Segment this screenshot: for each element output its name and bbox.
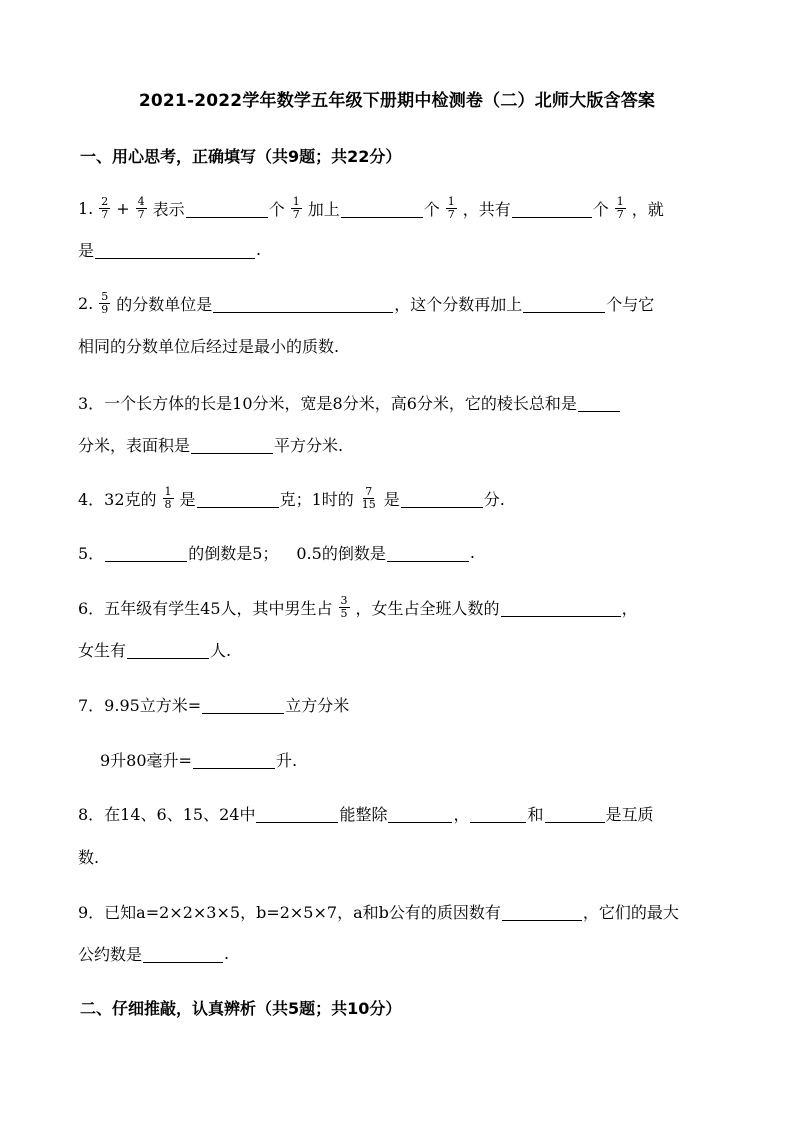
text: 0.5的倒数是 bbox=[296, 544, 386, 563]
text: 分. bbox=[483, 490, 505, 509]
answer-blank[interactable] bbox=[502, 902, 582, 921]
plus-sign: + bbox=[116, 199, 130, 218]
answer-blank[interactable] bbox=[193, 750, 275, 769]
section-heading-1: 一、用心思考，正确填写（共9题；共22分） bbox=[80, 147, 402, 166]
denominator: 8 bbox=[164, 498, 172, 511]
denominator: 7 bbox=[292, 208, 300, 221]
text: ， bbox=[621, 599, 638, 618]
text: . bbox=[256, 240, 262, 259]
text: 个 bbox=[592, 200, 609, 219]
question-3-line-2 bbox=[78, 433, 343, 456]
numerator: 3 bbox=[340, 594, 348, 607]
answer-blank[interactable] bbox=[256, 804, 338, 823]
question-6-line-1 bbox=[78, 595, 638, 620]
question-9-line-2 bbox=[78, 942, 229, 965]
numerator: 5 bbox=[101, 290, 109, 303]
text: 5． bbox=[78, 544, 105, 563]
fraction bbox=[291, 196, 302, 221]
text: 是互质 bbox=[605, 805, 654, 824]
text: . bbox=[224, 944, 230, 963]
question-7-line-2 bbox=[100, 748, 297, 771]
text: 分米，表面积是 bbox=[78, 436, 191, 455]
text: 公约数是 bbox=[78, 945, 143, 964]
answer-blank[interactable] bbox=[95, 240, 255, 259]
question-8-line-2 bbox=[78, 845, 99, 868]
question-3-line-1 bbox=[78, 391, 621, 414]
text: 个 bbox=[268, 200, 285, 219]
numerator: 1 bbox=[447, 195, 455, 208]
answer-blank[interactable] bbox=[578, 393, 620, 412]
question-2-line-1 bbox=[78, 291, 654, 316]
fraction bbox=[615, 196, 626, 221]
text: 7．9.95立方米= bbox=[78, 696, 202, 715]
denominator: 5 bbox=[340, 607, 348, 620]
denominator: 7 bbox=[137, 208, 145, 221]
fraction bbox=[136, 196, 147, 221]
answer-blank[interactable] bbox=[512, 199, 592, 218]
question-4 bbox=[78, 486, 505, 511]
text: 4．32克的 bbox=[78, 490, 157, 509]
question-9-line-1 bbox=[78, 900, 679, 923]
fraction bbox=[360, 486, 378, 511]
answer-blank[interactable] bbox=[341, 199, 423, 218]
answer-blank[interactable] bbox=[387, 543, 469, 562]
text: 是 bbox=[78, 241, 95, 260]
section-heading-2: 二、仔细推敲，认真辨析（共5题；共10分） bbox=[80, 999, 402, 1018]
page-title: 2021-2022学年数学五年级下册期中检测卷（二）北师大版含答案 bbox=[138, 91, 656, 111]
answer-blank[interactable] bbox=[143, 944, 223, 963]
fraction bbox=[99, 196, 110, 221]
text: ，这个分数再加上 bbox=[394, 295, 523, 314]
fraction bbox=[163, 486, 174, 511]
fraction bbox=[99, 291, 110, 316]
denominator: 7 bbox=[447, 208, 455, 221]
text: 9．已知a=2×2×3×5，b=2×5×7，a和b公有的质因数有 bbox=[78, 903, 501, 922]
denominator: 7 bbox=[616, 208, 624, 221]
text: ，共有 bbox=[462, 200, 511, 219]
question-number: 1. bbox=[78, 199, 94, 218]
numerator: 1 bbox=[292, 195, 300, 208]
text: 9升80毫升= bbox=[100, 751, 192, 770]
answer-blank[interactable] bbox=[401, 489, 483, 508]
text: 人. bbox=[210, 641, 232, 660]
text: 8．在14、6、15、24中 bbox=[78, 805, 256, 824]
numerator: 2 bbox=[101, 195, 109, 208]
answer-blank[interactable] bbox=[202, 695, 284, 714]
question-1-line-1 bbox=[78, 196, 664, 221]
question-1-line-2 bbox=[78, 238, 261, 261]
question-6-line-2 bbox=[78, 638, 231, 661]
text: 加上 bbox=[307, 200, 340, 219]
text: 数. bbox=[78, 848, 100, 867]
text: 6．五年级有学生45人，其中男生占 bbox=[78, 599, 333, 618]
text: 升. bbox=[275, 751, 298, 770]
text: 3．一个长方体的长是10分米，宽是8分米，高6分米，它的棱长总和是 bbox=[78, 394, 577, 413]
answer-blank[interactable] bbox=[191, 435, 273, 454]
answer-blank[interactable] bbox=[127, 640, 209, 659]
answer-blank[interactable] bbox=[523, 294, 605, 313]
fraction bbox=[446, 196, 457, 221]
text: ， bbox=[453, 805, 470, 824]
answer-blank[interactable] bbox=[197, 489, 279, 508]
answer-blank[interactable] bbox=[501, 598, 621, 617]
text: 和 bbox=[527, 805, 544, 824]
numerator: 4 bbox=[137, 195, 145, 208]
answer-blank[interactable] bbox=[470, 804, 526, 823]
text: 的倒数是5； bbox=[188, 544, 279, 563]
text: ，女生占全班人数的 bbox=[355, 599, 500, 618]
answer-blank[interactable] bbox=[545, 804, 605, 823]
question-2-line-2 bbox=[78, 334, 339, 357]
answer-blank[interactable] bbox=[105, 543, 187, 562]
text: 女生有 bbox=[78, 641, 127, 660]
text: 个 bbox=[423, 200, 440, 219]
text: ，就 bbox=[631, 200, 664, 219]
text: ，它们的最大 bbox=[582, 903, 679, 922]
text: 表示 bbox=[152, 200, 185, 219]
denominator: 15 bbox=[361, 498, 376, 511]
question-number: 2. bbox=[78, 294, 94, 313]
text: 是 bbox=[179, 490, 196, 509]
numerator: 1 bbox=[164, 485, 172, 498]
numerator: 7 bbox=[365, 485, 373, 498]
text: 克；1时的 bbox=[279, 490, 354, 509]
text: 的分数单位是 bbox=[116, 295, 213, 314]
text: 是 bbox=[383, 490, 400, 509]
text: 平方分米. bbox=[274, 436, 344, 455]
text: . bbox=[469, 543, 475, 562]
answer-blank[interactable] bbox=[186, 199, 268, 218]
fraction bbox=[339, 595, 350, 620]
denominator: 9 bbox=[101, 303, 109, 316]
text: 个与它 bbox=[606, 295, 655, 314]
text: 立方分米 bbox=[285, 696, 350, 715]
question-8-line-1 bbox=[78, 802, 654, 825]
numerator: 1 bbox=[616, 195, 624, 208]
answer-blank[interactable] bbox=[388, 804, 452, 823]
question-5 bbox=[78, 541, 475, 564]
denominator: 7 bbox=[101, 208, 109, 221]
text: 能整除 bbox=[339, 805, 388, 824]
text: 相同的分数单位后经过是最小的质数. bbox=[78, 337, 340, 356]
question-7-line-1 bbox=[78, 693, 349, 716]
answer-blank[interactable] bbox=[213, 294, 393, 313]
